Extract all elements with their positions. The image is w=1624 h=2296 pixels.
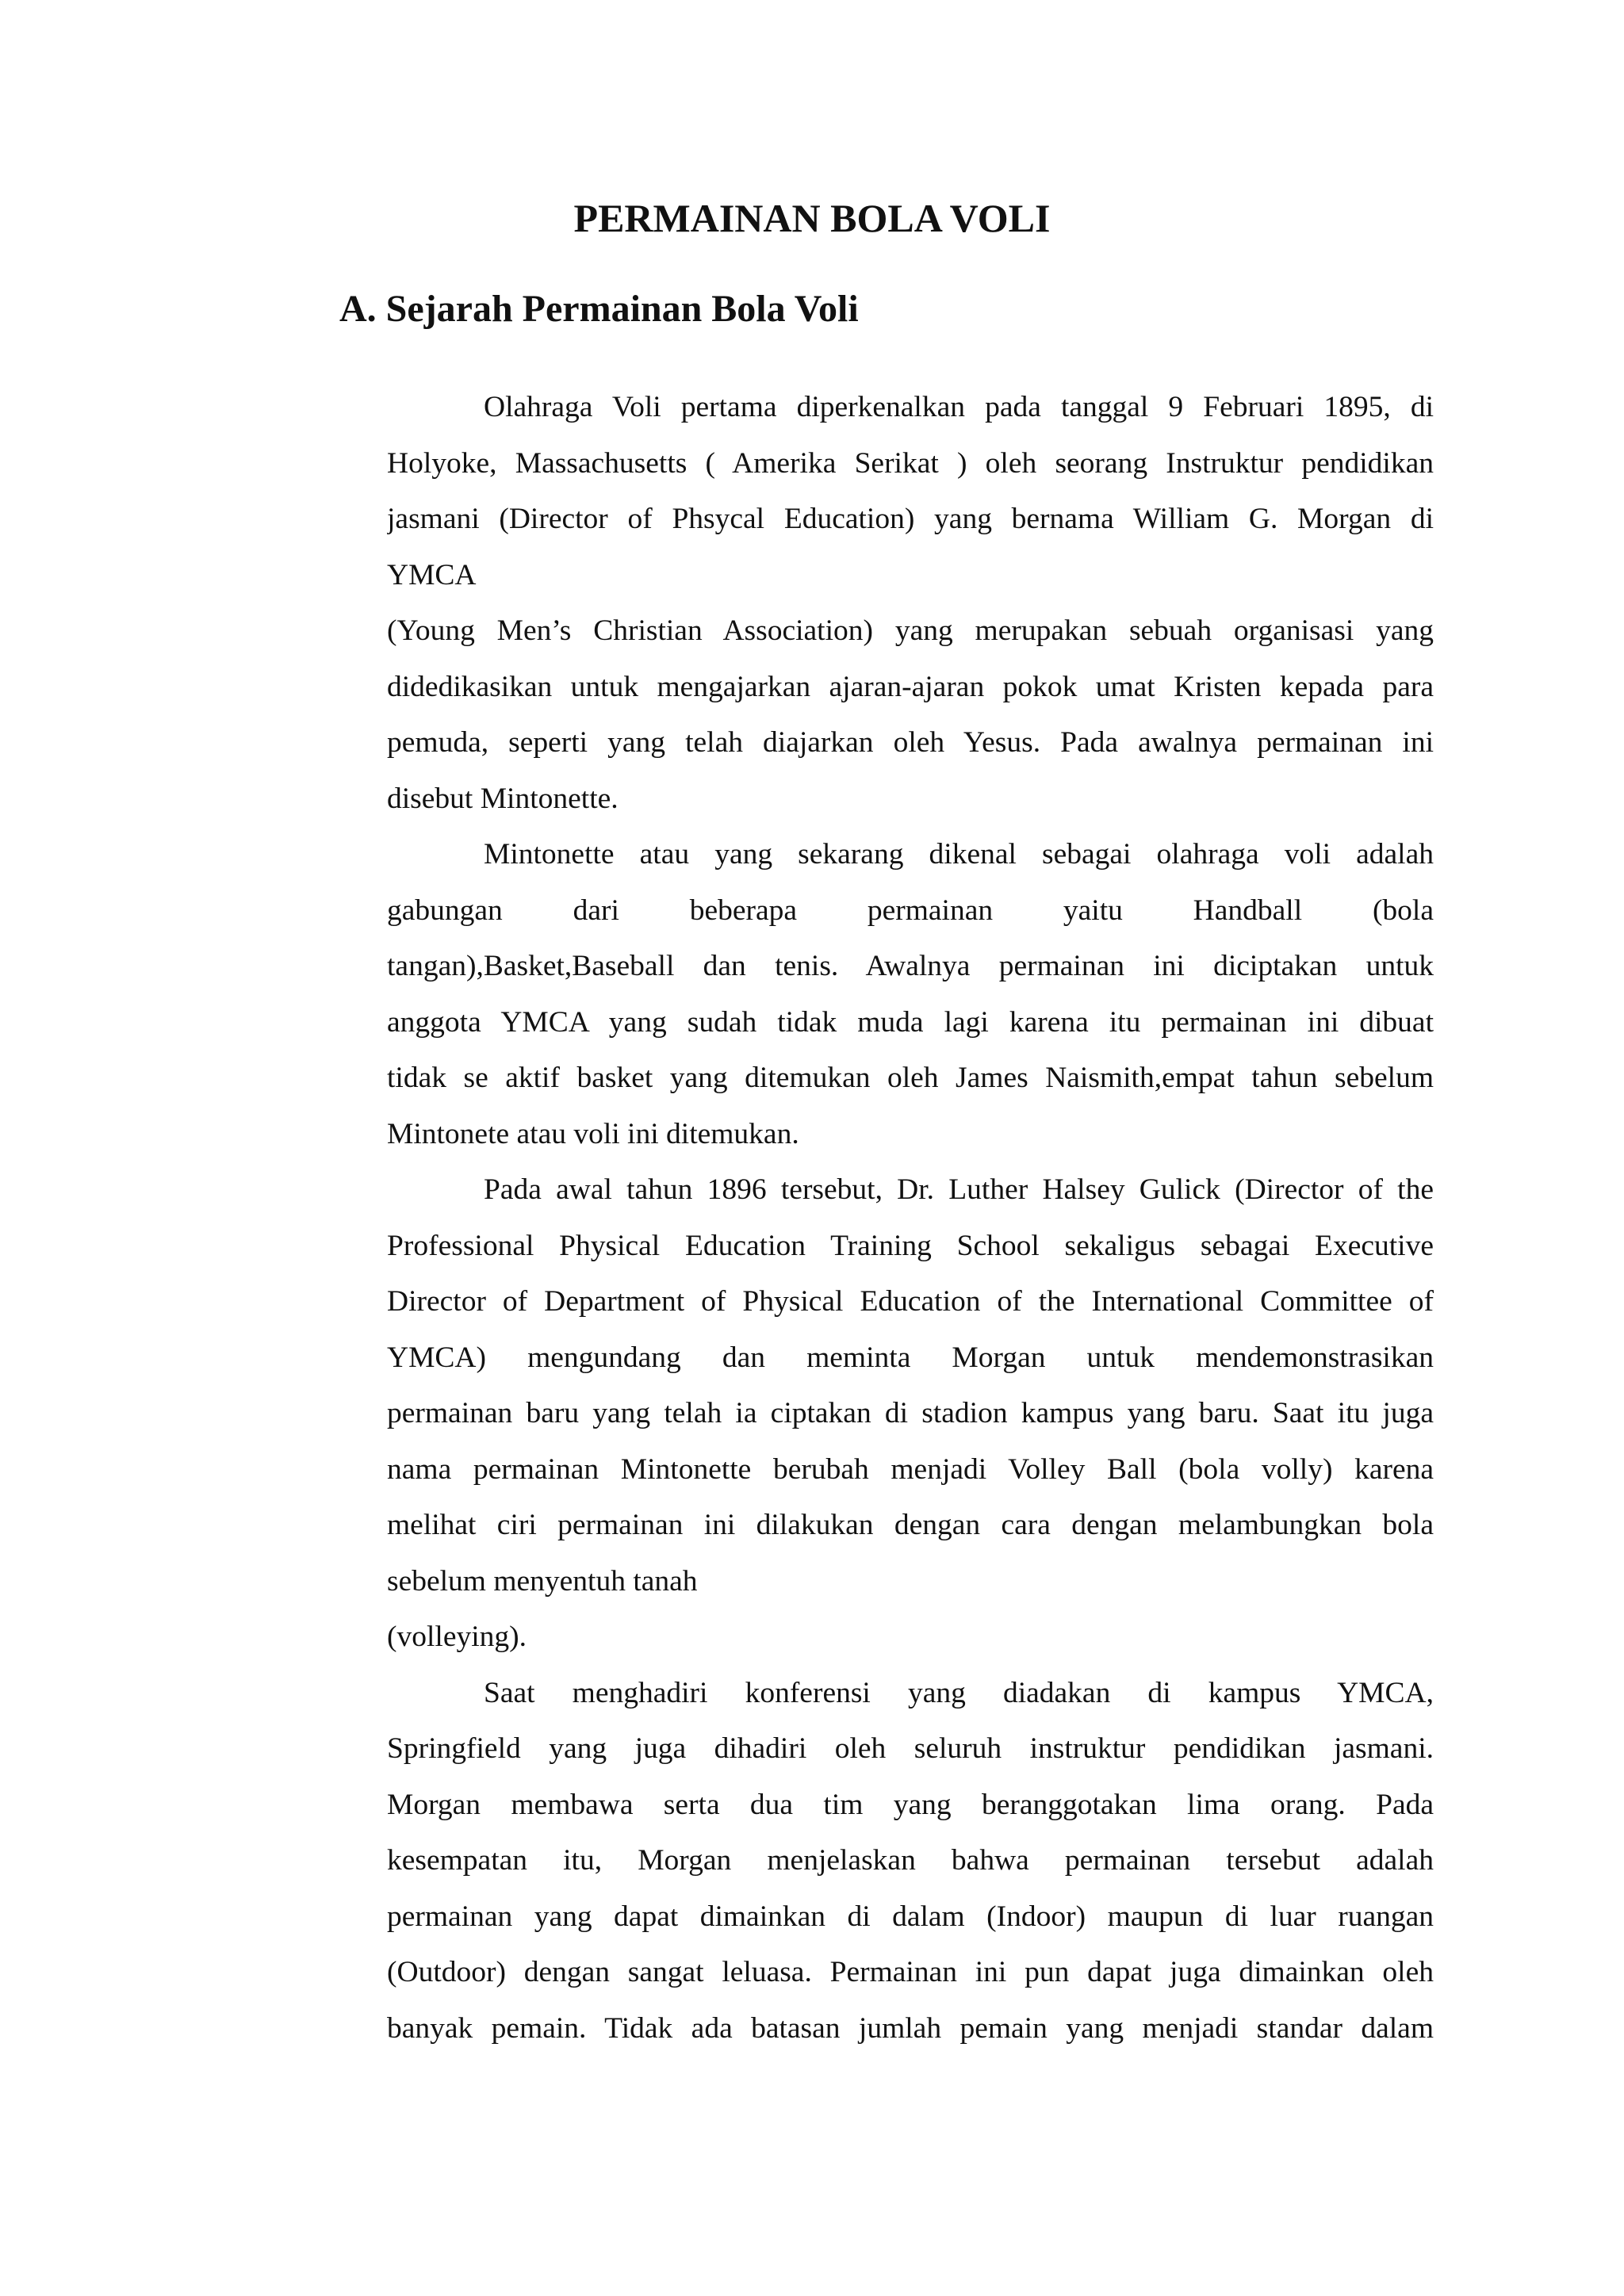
text-line: banyak pemain. Tidak ada batasan jumlah pemain yang menjadi standar dalam xyxy=(387,2011,1434,2045)
document-title: PERMAINAN BOLA VOLI xyxy=(573,196,1051,240)
section-heading: A. Sejarah Permainan Bola Voli xyxy=(339,288,859,330)
text-line: YMCA) mengundang dan meminta Morgan untuk mendemonstrasikan xyxy=(387,1341,1434,1374)
text-line: (volleying). xyxy=(387,1621,527,1653)
text-line: Springfield yang juga dihadiri oleh seluruh instruktur pendidikan jasmani. xyxy=(387,1732,1434,1765)
text-line: nama permainan Mintonette berubah menjadi Volley Ball (bola volly) karena xyxy=(387,1452,1434,1486)
text-line: Professional Physical Education Training School sekaligus sebagai Executive xyxy=(387,1229,1434,1262)
text-line: Holyoke, Massachusetts ( Amerika Serikat ) oleh seorang Instruktur pendidikan xyxy=(387,446,1434,480)
text-line: Mintonete atau voli ini ditemukan. xyxy=(387,1117,799,1150)
text-line: Olahraga Voli pertama diperkenalkan pada tanggal 9 Februari 1895, di xyxy=(484,391,1434,423)
text-line: Pada awal tahun 1896 tersebut, Dr. Luther Halsey Gulick (Director of the xyxy=(484,1173,1434,1206)
text-line: melihat ciri permainan ini dilakukan dengan cara dengan melambungkan bola xyxy=(387,1509,1434,1541)
text-line: pemuda, seperti yang telah diajarkan oleh Yesus. Pada awalnya permainan ini xyxy=(387,726,1434,759)
text-line: Saat menghadiri konferensi yang diadakan di kampus YMCA, xyxy=(484,1676,1434,1709)
text-line: jasmani (Director of Phsycal Education) yang bernama William G. Morgan di xyxy=(387,503,1434,535)
text-line: Director of Department of Physical Education of the International Committee of xyxy=(387,1285,1434,1318)
text-line: anggota YMCA yang sudah tidak muda lagi karena itu permainan ini dibuat xyxy=(387,1005,1434,1039)
text-line: (Outdoor) dengan sangat leluasa. Permainan ini pun dapat juga dimainkan oleh xyxy=(387,1956,1434,1988)
text-line: sebelum menyentuh tanah xyxy=(387,1564,698,1598)
text-line: tangan),Basket,Baseball dan tenis. Awalnya permainan ini diciptakan untuk xyxy=(387,950,1434,982)
text-line: permainan yang dapat dimainkan di dalam (Indoor) maupun di luar ruangan xyxy=(387,1900,1434,1933)
text-line: tidak se aktif basket yang ditemukan oleh James Naismith,empat tahun sebelum xyxy=(387,1062,1434,1094)
body-text xyxy=(387,380,1434,2057)
text-line: kesempatan itu, Morgan menjelaskan bahwa permainan tersebut adalah xyxy=(387,1844,1434,1877)
text-line: didedikasikan untuk mengajarkan ajaran-ajaran pokok umat Kristen kepada para xyxy=(387,670,1434,703)
text-line: disebut Mintonette. xyxy=(387,782,619,815)
text-line: (Young Men’s Christian Association) yang merupakan sebuah organisasi yang xyxy=(387,614,1434,647)
text-line: Morgan membawa serta dua tim yang beranggotakan lima orang. Pada xyxy=(387,1788,1434,1821)
text-line: Mintonette atau yang sekarang dikenal sebagai olahraga voli adalah xyxy=(484,838,1434,871)
text-line: YMCA xyxy=(387,558,477,591)
text-line: gabungan dari beberapa permainan yaitu Handball (bola xyxy=(387,894,1434,927)
text-line: permainan baru yang telah ia ciptakan di stadion kampus yang baru. Saat itu juga xyxy=(387,1397,1434,1429)
